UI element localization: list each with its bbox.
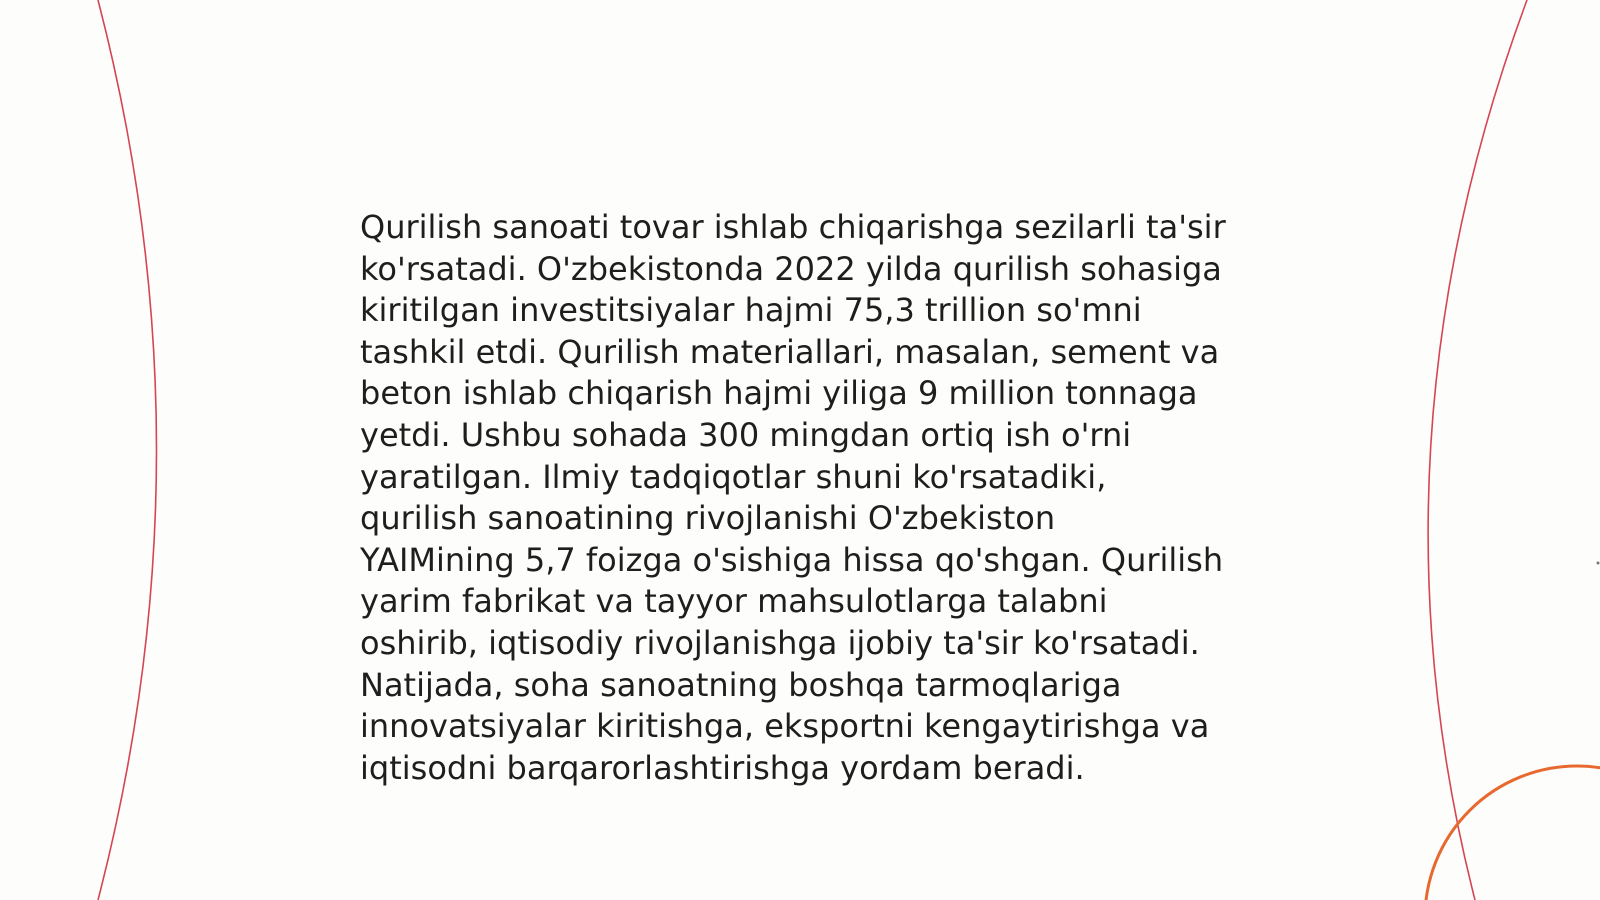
body-line: innovatsiyalar kiritishga, eksportni kengaytirishga va — [360, 707, 1210, 746]
left-decorative-curve — [98, 0, 157, 900]
body-line: iqtisodni barqarorlashtirishga yordam beradi. — [360, 748, 1085, 787]
body-line: yarim fabrikat va tayyor mahsulotlarga talabni — [360, 582, 1108, 621]
right-edge-dot — [1597, 562, 1600, 565]
body-line: tashkil etdi. Qurilish materiallari, masalan, sement va — [360, 332, 1220, 371]
body-line: Natijada, soha sanoatning boshqa tarmoqlariga — [360, 665, 1122, 704]
body-line: Qurilish sanoati tovar ishlab chiqarishga sezilarli ta'sir — [360, 208, 1226, 246]
body-line: YAIMining 5,7 foizga o'sishiga hissa qo'shgan. Qurilish — [360, 540, 1224, 579]
body-paragraph — [360, 207, 1250, 789]
bottom-right-accent-circle — [1425, 766, 1600, 900]
body-line: qurilish sanoatining rivojlanishi O'zbekiston — [360, 499, 1056, 538]
body-line: oshirib, iqtisodiy rivojlanishga ijobiy ta'sir ko'rsatadi. — [360, 623, 1200, 662]
body-line: beton ishlab chiqarish hajmi yiliga 9 million tonnaga — [360, 374, 1198, 413]
body-line: yetdi. Ushbu sohada 300 mingdan ortiq ish o'rni — [360, 415, 1132, 454]
body-line: ko'rsatadi. O'zbekistonda 2022 yilda qurilish sohasiga — [360, 249, 1222, 288]
body-line: yaratilgan. Ilmiy tadqiqotlar shuni ko'rsatadiki, — [360, 457, 1107, 496]
body-line: kiritilgan investitsiyalar hajmi 75,3 trillion so'mni — [360, 291, 1142, 330]
right-decorative-curve — [1428, 0, 1527, 900]
